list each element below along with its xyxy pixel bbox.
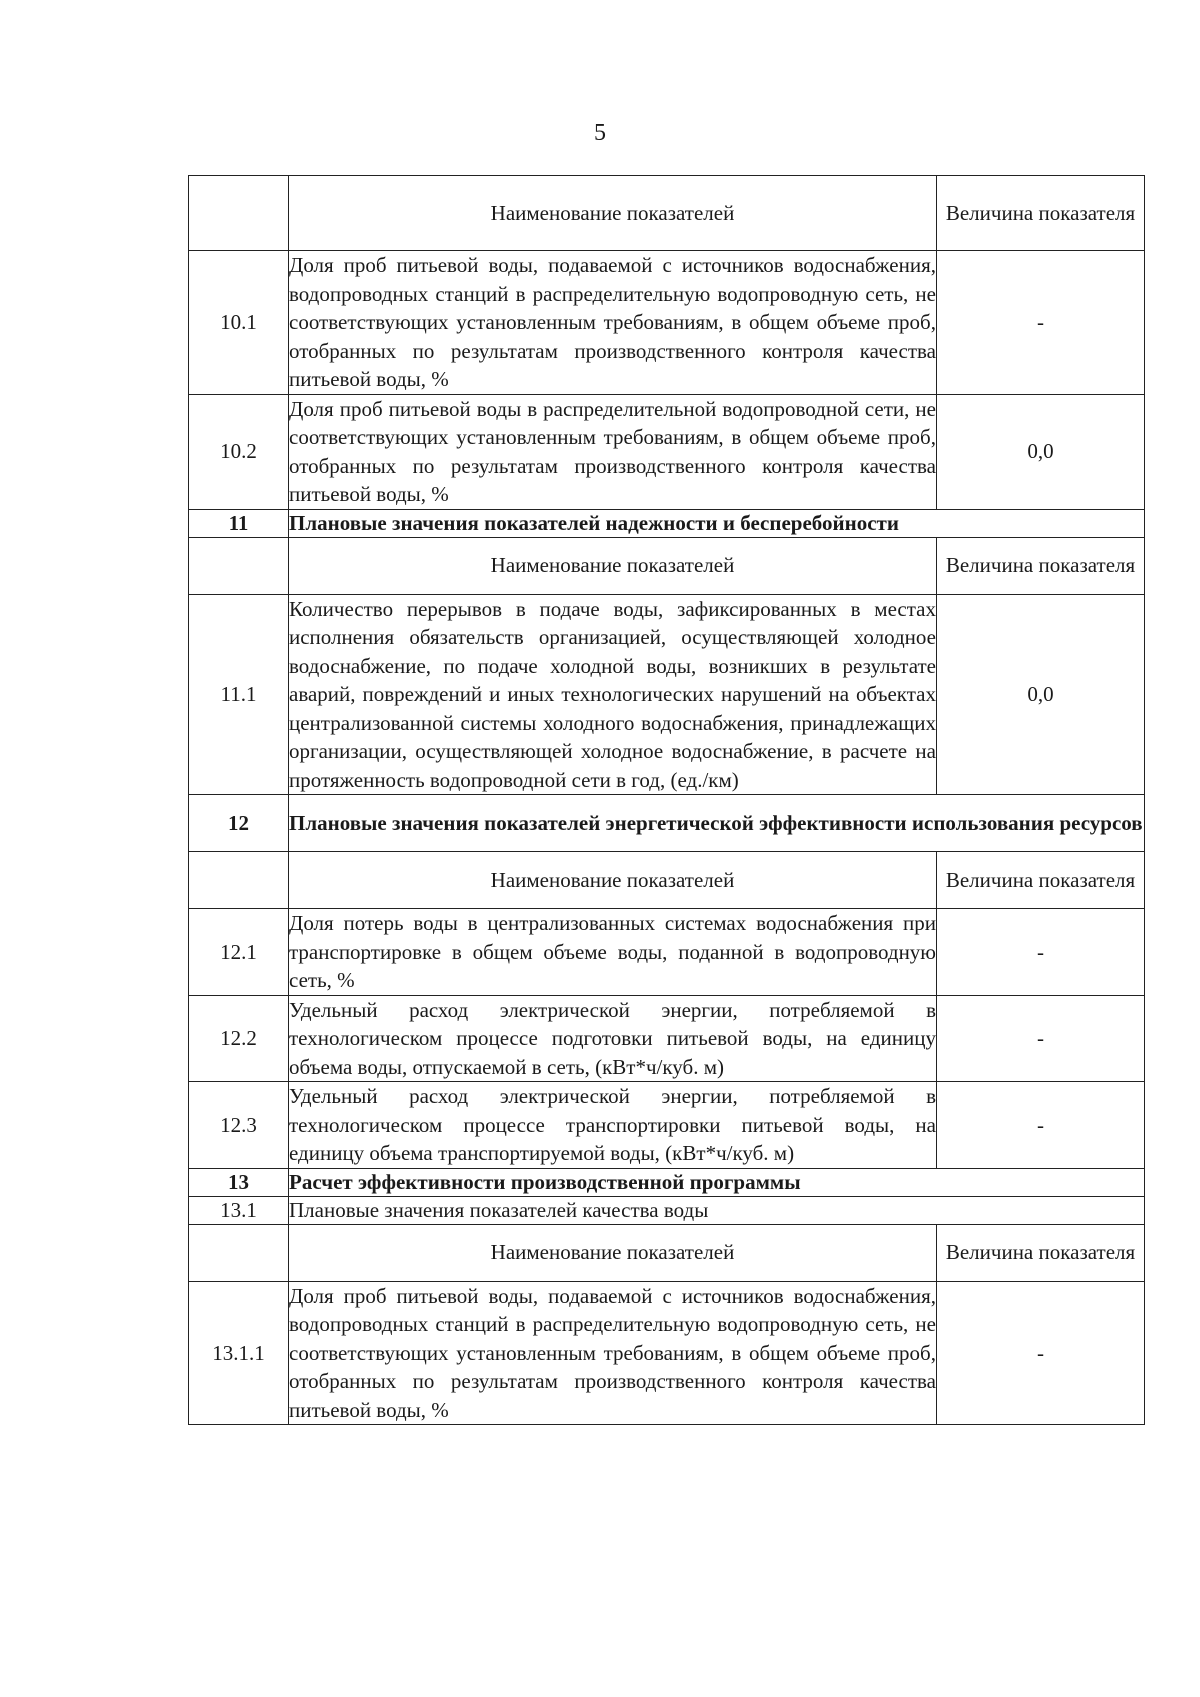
- section-number: 13: [189, 1168, 289, 1196]
- header-num-cell: [189, 537, 289, 594]
- row-number: 11.1: [189, 594, 289, 795]
- row-number: 12.1: [189, 909, 289, 996]
- table-row: [189, 909, 1145, 996]
- row-indicator-value: -: [937, 251, 1145, 395]
- section-number: 11: [189, 509, 289, 537]
- header-num-cell: [189, 852, 289, 909]
- row-indicator-name: Количество перерывов в подаче воды, зафиксированных в местах исполнения обязательств организацией, осуществляющей холодное водоснабжение, по подаче холодной воды, возникших в результате аварий, повреждений и иных технологических нарушений на объектах централизованной системы холодного водоснабжения, принадлежащих организации, осуществляющей холодное водоснабжение, в расчете на протяженность водопроводной сети в год, (ед./км): [289, 594, 937, 795]
- table-header-row: [189, 1224, 1145, 1281]
- row-indicator-name: Доля проб питьевой воды в распределительной водопроводной сети, не соответствующих установленным требованиям, в общем объеме проб, отобранных по результатам производственного контроля качества питьевой воды, %: [289, 394, 937, 509]
- section-row: [189, 795, 1145, 852]
- row-indicator-name: Удельный расход электрической энергии, потребляемой в технологическом процессе подготовки питьевой воды, на единицу объема воды, отпускаемой в сеть, (кВт*ч/куб. м): [289, 995, 937, 1082]
- header-value-cell: Величина показателя: [937, 852, 1145, 909]
- row-number: 10.2: [189, 394, 289, 509]
- row-indicator-value: 0,0: [937, 594, 1145, 795]
- row-indicator-value: -: [937, 995, 1145, 1082]
- row-indicator-name: Доля проб питьевой воды, подаваемой с источников водоснабжения, водопроводных станций в распределительную водопроводную сеть, не соответствующих установленным требованиям, в общем объеме проб, отобранных по результатам производственного контроля качества питьевой воды, %: [289, 1281, 937, 1425]
- row-indicator-value: -: [937, 909, 1145, 996]
- table-row: [189, 995, 1145, 1082]
- row-number: 10.1: [189, 251, 289, 395]
- table-row: [189, 1281, 1145, 1425]
- header-num-cell: [189, 176, 289, 251]
- page-number: 5: [594, 120, 606, 146]
- row-indicator-value: 0,0: [937, 394, 1145, 509]
- subsection-number: 13.1: [189, 1196, 289, 1224]
- section-row: [189, 509, 1145, 537]
- section-title: Плановые значения показателей надежности и бесперебойности: [289, 509, 1145, 537]
- header-value-cell: Величина показателя: [937, 176, 1145, 251]
- header-name-cell: Наименование показателей: [289, 852, 937, 909]
- indicators-table: [188, 175, 1145, 1425]
- section-title: Расчет эффективности производственной программы: [289, 1168, 1145, 1196]
- header-num-cell: [189, 1224, 289, 1281]
- header-name-cell: Наименование показателей: [289, 537, 937, 594]
- subsection-row: [189, 1196, 1145, 1224]
- row-indicator-value: -: [937, 1082, 1145, 1169]
- table-row: [189, 594, 1145, 795]
- row-indicator-value: -: [937, 1281, 1145, 1425]
- table-row: [189, 251, 1145, 395]
- header-value-cell: Величина показателя: [937, 537, 1145, 594]
- header-value-cell: Величина показателя: [937, 1224, 1145, 1281]
- row-number: 12.3: [189, 1082, 289, 1169]
- row-number: 13.1.1: [189, 1281, 289, 1425]
- table-header-row: [189, 176, 1145, 251]
- header-name-cell: Наименование показателей: [289, 176, 937, 251]
- section-row: [189, 1168, 1145, 1196]
- section-number: 12: [189, 795, 289, 852]
- table-row: [189, 394, 1145, 509]
- row-indicator-name: Доля проб питьевой воды, подаваемой с источников водоснабжения, водопроводных станций в распределительную водопроводную сеть, не соответствующих установленным требованиям, в общем объеме проб, отобранных по результатам производственного контроля качества питьевой воды, %: [289, 251, 937, 395]
- row-number: 12.2: [189, 995, 289, 1082]
- section-title: Плановые значения показателей энергетической эффективности использования ресурсов: [289, 795, 1145, 852]
- table-row: [189, 1082, 1145, 1169]
- table-header-row: [189, 537, 1145, 594]
- table-header-row: [189, 852, 1145, 909]
- header-name-cell: Наименование показателей: [289, 1224, 937, 1281]
- row-indicator-name: Удельный расход электрической энергии, потребляемой в технологическом процессе транспортировки питьевой воды, на единицу объема транспортируемой воды, (кВт*ч/куб. м): [289, 1082, 937, 1169]
- row-indicator-name: Доля потерь воды в централизованных системах водоснабжения при транспортировке в общем объеме воды, поданной в водопроводную сеть, %: [289, 909, 937, 996]
- subsection-title: Плановые значения показателей качества воды: [289, 1196, 1145, 1224]
